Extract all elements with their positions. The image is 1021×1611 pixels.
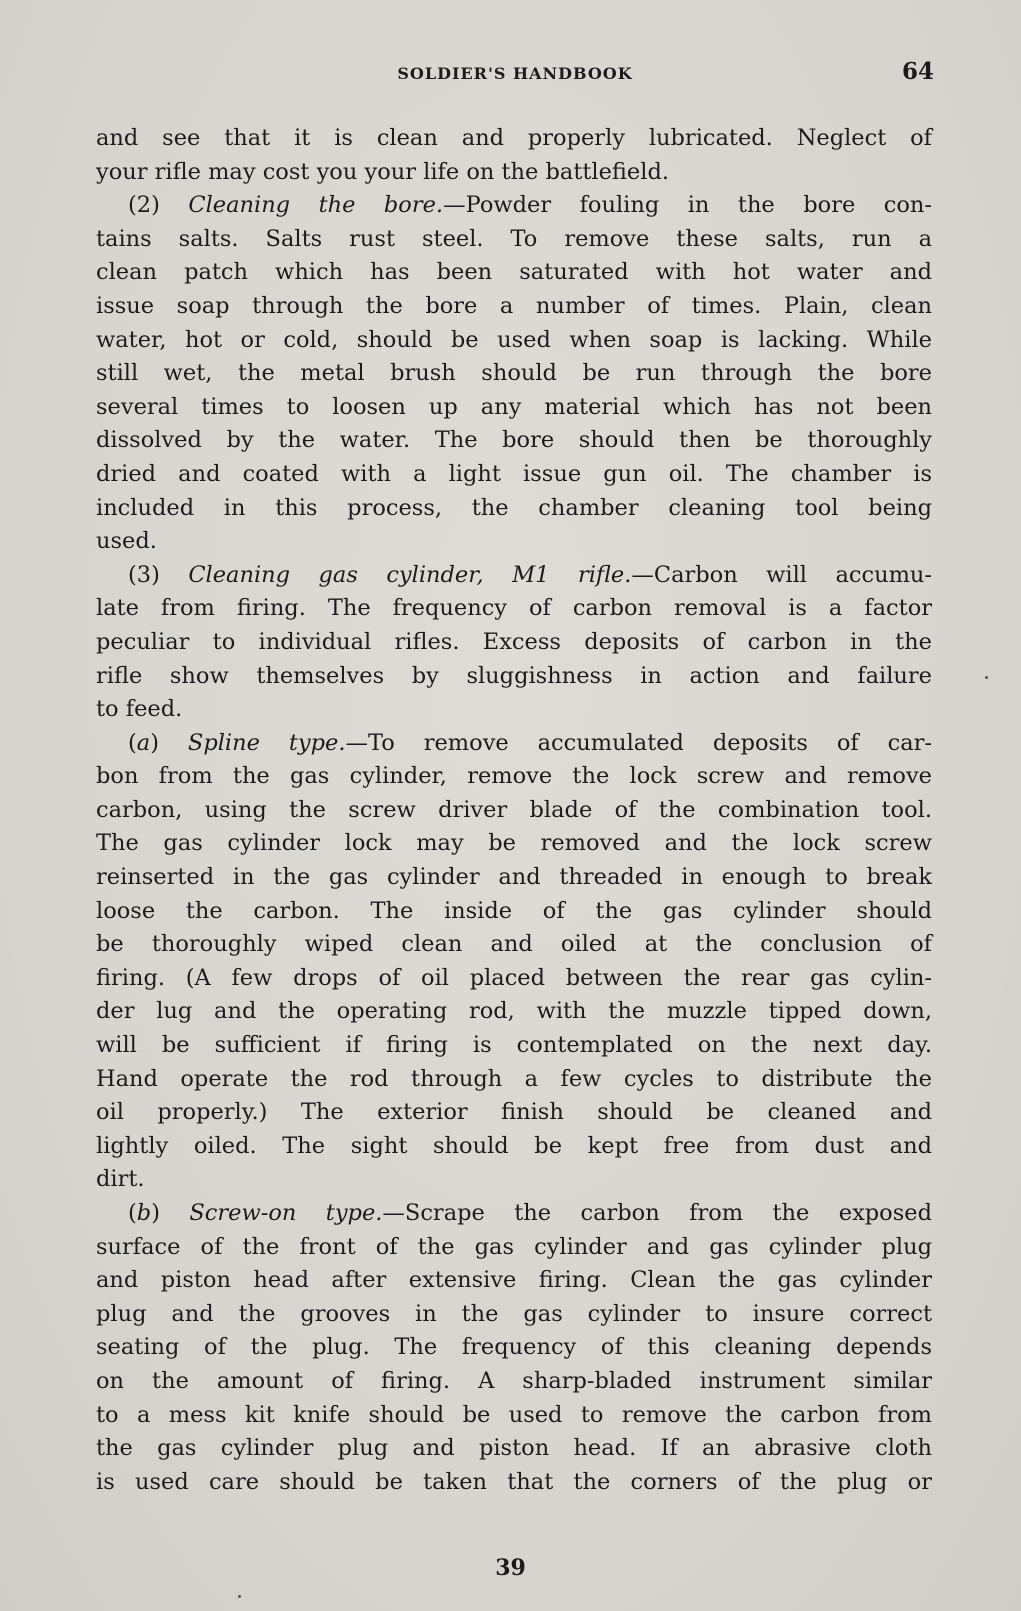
text-line [96,424,932,458]
text-line [96,1163,932,1197]
paragraph-marker: (3) [128,561,189,588]
text-line [96,928,932,962]
line-text: still wet, the metal brush should be run through the bore [96,360,932,387]
line-text: der lug and the operating rod, with the muzzle tipped down, [96,998,932,1025]
text-line [96,1096,932,1130]
text-line [96,693,932,727]
page-header [96,58,934,90]
text-line [96,1399,932,1433]
text-line [96,727,932,761]
line-text: peculiar to individual rifles. Excess deposits of carbon in the [96,628,932,655]
paragraph-letter: b [136,1200,152,1226]
line-text: carbon, using the screw driver blade of the combination tool. [96,796,932,823]
text-line [96,592,932,626]
line-text: surface of the front of the gas cylinder and gas cylinder plug [96,1233,932,1260]
section-heading: Cleaning the bore. [188,192,444,219]
paper-speck [985,676,988,679]
line-text: and see that it is clean and properly lubricated. Neglect of [96,125,932,151]
text-line [96,1298,932,1332]
text-line [96,391,932,425]
line-text: and piston head after extensive firing. Clean the gas cylinder [96,1267,932,1294]
paragraph-marker: ( [128,729,137,756]
line-text: dissolved by the water. The bore should then be thoroughly [96,427,932,454]
line-text: will be sufficient if firing is contemplated on the next day. [96,1032,932,1059]
paragraph-letter: a [136,729,151,756]
paragraph-marker: (2) [128,192,189,219]
text-line [96,861,932,895]
line-text: —Carbon will accumu- [631,561,932,588]
section-heading: Spline type. [187,729,346,756]
body-text [96,122,932,1499]
line-text: —Scrape the carbon from the exposed [382,1200,932,1226]
text-line [96,827,932,861]
line-text: to feed. [96,696,183,723]
line-text: —To remove accumulated deposits of car- [345,729,932,756]
text-line [96,1331,932,1365]
text-line [96,324,932,358]
section-heading: Screw-on type. [189,1200,383,1226]
line-text: seating of the plug. The frequency of this cleaning depends [96,1334,932,1361]
line-text: included in this process, the chamber cleaning tool being [96,494,932,521]
text-line [96,525,932,559]
paragraph-marker-close: ) [151,1200,190,1226]
text-line [96,156,932,190]
running-head: SOLDIER'S HANDBOOK [397,64,633,83]
line-text: to a mess kit knife should be used to remove the carbon from [96,1401,932,1428]
text-line [96,290,932,324]
text-line [96,189,932,223]
text-line [96,559,932,593]
line-text: —Powder fouling in the bore con- [443,192,932,219]
line-text: several times to loosen up any material which has not been [96,393,932,420]
text-line [96,1466,932,1500]
line-text: loose the carbon. The inside of the gas cylinder should [96,897,932,924]
line-text: Hand operate the rod through a few cycles to distribute the [96,1065,932,1092]
text-line [96,1432,932,1466]
text-line [96,492,932,526]
paragraph-marker: ( [128,1200,137,1226]
folio-number: 64 [901,58,934,85]
paper-speck [238,1595,241,1598]
line-text: oil properly.) The exterior finish should be cleaned and [96,1099,932,1126]
text-line [96,794,932,828]
text-line [96,895,932,929]
line-text: your rifle may cost you your life on the battlefield. [96,158,670,185]
line-text: dried and coated with a light issue gun oil. The chamber is [96,460,932,487]
line-text: on the amount of firing. A sharp-bladed instrument similar [96,1367,932,1394]
text-line [96,357,932,391]
text-line [96,1130,932,1164]
line-text: bon from the gas cylinder, remove the lock screw and remove [96,763,932,790]
section-heading: Cleaning gas cylinder, M1 rifle. [188,561,632,588]
text-line [96,626,932,660]
line-text: dirt. [96,1166,145,1193]
line-text: rifle show themselves by sluggishness in action and failure [96,662,932,689]
text-line [96,1264,932,1298]
line-text: plug and the grooves in the gas cylinder to insure correct [96,1300,932,1327]
line-text: used. [96,528,157,555]
paragraph-marker-close: ) [150,729,188,756]
text-line [96,1365,932,1399]
text-line [96,256,932,290]
line-text: late from firing. The frequency of carbon removal is a factor [96,595,932,622]
text-line [96,660,932,694]
line-text: tains salts. Salts rust steel. To remove these salts, run a [96,225,932,252]
line-text: clean patch which has been saturated with hot water and [96,259,932,286]
text-line [96,223,932,257]
line-text: lightly oiled. The sight should be kept free from dust and [96,1132,932,1159]
page-number: 39 [495,1555,526,1581]
text-line [96,1197,932,1231]
text-line [96,760,932,794]
line-text: issue soap through the bore a number of times. Plain, clean [96,292,932,319]
line-text: The gas cylinder lock may be removed and the lock screw [96,830,932,857]
text-line [96,1029,932,1063]
text-line [96,962,932,996]
line-text: water, hot or cold, should be used when soap is lacking. While [96,326,932,353]
line-text: be thoroughly wiped clean and oiled at the conclusion of [96,931,932,958]
text-line [96,995,932,1029]
line-text: is used care should be taken that the corners of the plug or [96,1468,932,1495]
text-line [96,1063,932,1097]
line-text: the gas cylinder plug and piston head. If an abrasive cloth [96,1435,932,1462]
line-text: reinserted in the gas cylinder and threaded in enough to break [96,864,932,891]
text-line [96,122,932,156]
text-line [96,458,932,492]
line-text: firing. (A few drops of oil placed between the rear gas cylin- [96,964,932,991]
text-line [96,1231,932,1265]
